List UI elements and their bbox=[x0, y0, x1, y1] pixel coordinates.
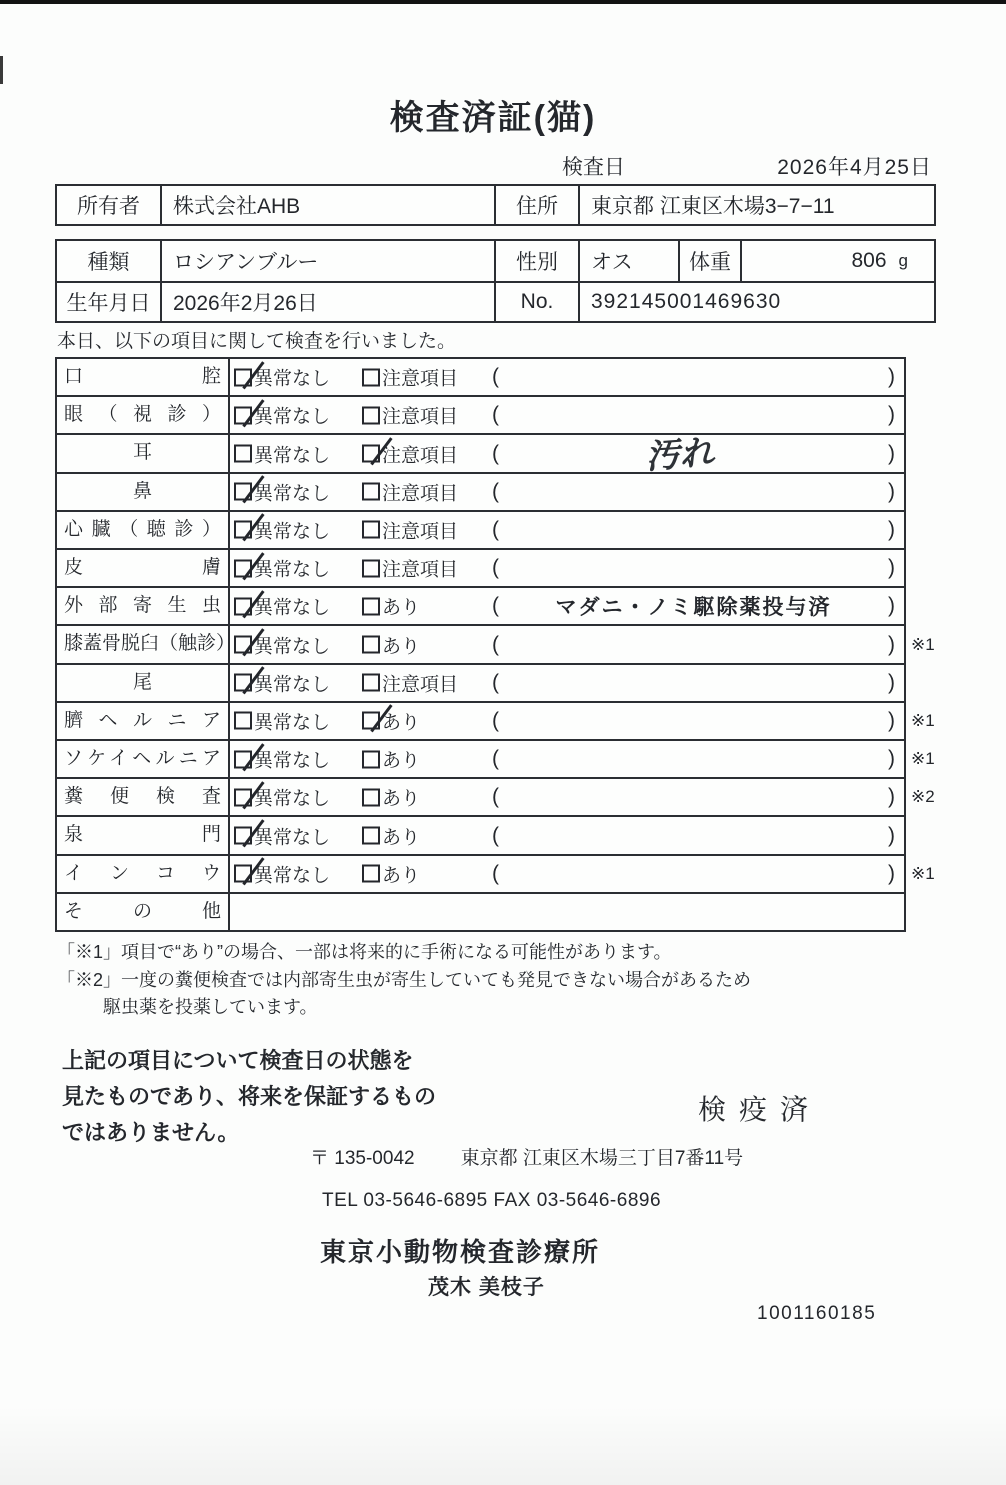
option-no-abnormality bbox=[234, 555, 330, 582]
open-paren: ( bbox=[492, 708, 499, 732]
weight-unit: g bbox=[898, 251, 908, 270]
close-paren: ) bbox=[888, 823, 895, 847]
checked-checkbox-icon bbox=[234, 483, 252, 501]
birth-label: 生年月日 bbox=[57, 281, 160, 321]
option-present bbox=[362, 860, 420, 887]
open-paren: ( bbox=[492, 632, 499, 656]
open-paren: ( bbox=[492, 670, 499, 694]
checked-checkbox-icon bbox=[234, 750, 252, 768]
close-paren: ) bbox=[888, 594, 895, 618]
checklist-row bbox=[57, 665, 904, 703]
footnote-2-continued: 駆虫薬を投薬しています。 bbox=[103, 997, 318, 1017]
footnote-ref: ※1 bbox=[911, 710, 935, 730]
checklist-row-content bbox=[230, 817, 904, 853]
remarks-text: マダニ・ノミ駆除薬投与済 bbox=[555, 596, 832, 620]
remarks-field bbox=[492, 588, 895, 624]
checked-checkbox-icon bbox=[234, 559, 252, 577]
checklist-row-content bbox=[230, 626, 904, 662]
checked-checkbox-icon bbox=[362, 445, 380, 463]
checklist-item-label: 泉門 bbox=[57, 817, 230, 853]
option-label: 異常なし bbox=[254, 788, 331, 810]
remarks-field bbox=[492, 741, 895, 777]
checklist-item-label: 耳 bbox=[57, 435, 230, 471]
checklist-item-label: 口腔 bbox=[57, 359, 230, 395]
remarks-field bbox=[492, 779, 895, 815]
veterinarian-name: 茂木 美枝子 bbox=[428, 1276, 545, 1299]
checklist-row bbox=[57, 741, 935, 779]
close-paren: ) bbox=[888, 403, 895, 427]
open-paren: ( bbox=[492, 823, 499, 847]
option-label: 注意項目 bbox=[382, 483, 459, 505]
checklist-item-label: 膝蓋骨脱臼（触診） bbox=[57, 626, 230, 662]
footnote-ref: ※1 bbox=[911, 863, 935, 883]
remarks-field bbox=[492, 703, 895, 739]
checklist-table bbox=[55, 357, 935, 932]
open-paren: ( bbox=[492, 365, 499, 389]
postal-code: 〒 135-0042 bbox=[310, 1148, 415, 1169]
close-paren: ) bbox=[888, 556, 895, 580]
checked-checkbox-icon bbox=[234, 597, 252, 615]
checklist-item-label: 眼（視診） bbox=[57, 397, 230, 433]
checklist-row bbox=[57, 779, 935, 817]
disclaimer-line: 見たものであり、将来を保証するもの bbox=[62, 1084, 437, 1109]
open-paren: ( bbox=[492, 517, 499, 541]
option-label: 注意項目 bbox=[382, 368, 459, 390]
option-attention-item bbox=[362, 440, 458, 467]
empty-checkbox-icon bbox=[362, 674, 380, 692]
checklist-row-content bbox=[230, 432, 904, 478]
checklist-item-label: 皮膚 bbox=[57, 550, 230, 586]
checklist-row-content bbox=[230, 856, 904, 892]
close-paren: ) bbox=[888, 517, 895, 541]
option-label: 異常なし bbox=[254, 712, 331, 734]
option-label: 異常なし bbox=[254, 827, 331, 849]
close-paren: ) bbox=[888, 861, 895, 885]
checklist-row bbox=[57, 817, 904, 855]
clinic-address: 東京都 江東区木場三丁目7番11号 bbox=[460, 1148, 744, 1169]
scan-edge-artifact bbox=[0, 56, 3, 84]
option-label: あり bbox=[382, 788, 421, 810]
remarks-field bbox=[492, 665, 895, 701]
option-label: 異常なし bbox=[254, 636, 331, 658]
empty-checkbox-icon bbox=[362, 597, 380, 615]
close-paren: ) bbox=[888, 708, 895, 732]
weight-number: 806 bbox=[851, 249, 887, 272]
option-present bbox=[362, 784, 420, 811]
clinic-tel-fax: TEL 03-5646-6895 FAX 03-5646-6896 bbox=[322, 1190, 662, 1211]
checked-checkbox-icon bbox=[234, 636, 252, 654]
checklist-item-label: 外部寄生虫 bbox=[57, 588, 230, 624]
option-attention-item bbox=[362, 669, 458, 696]
open-paren: ( bbox=[492, 747, 499, 771]
checklist-row-content bbox=[230, 741, 904, 777]
checklist-item-label: その他 bbox=[57, 894, 230, 930]
checklist-row bbox=[57, 512, 904, 550]
owner-table bbox=[55, 184, 936, 226]
option-no-abnormality bbox=[234, 860, 330, 887]
remarks-field bbox=[492, 550, 895, 586]
open-paren: ( bbox=[492, 403, 499, 427]
option-attention-item bbox=[362, 364, 458, 391]
clinic-postal-address bbox=[310, 1143, 743, 1170]
weight-value bbox=[740, 241, 934, 281]
id-number-label: No. bbox=[494, 281, 578, 321]
checked-checkbox-icon bbox=[362, 712, 380, 730]
checklist-row bbox=[57, 550, 904, 588]
checked-checkbox-icon bbox=[234, 521, 252, 539]
sex-value: オス bbox=[578, 241, 678, 281]
breed-label: 種類 bbox=[87, 251, 130, 274]
option-label: あり bbox=[382, 827, 421, 849]
footnote-ref: ※1 bbox=[911, 749, 935, 769]
checklist-item-label: 臍ヘルニア bbox=[57, 703, 230, 739]
option-attention-item bbox=[362, 555, 458, 582]
empty-checkbox-icon bbox=[234, 712, 252, 730]
open-paren: ( bbox=[492, 594, 499, 618]
clinic-name: 東京小動物検査診療所 bbox=[320, 1237, 601, 1267]
open-paren: ( bbox=[492, 556, 499, 580]
option-present bbox=[362, 746, 420, 773]
footnote-ref: ※2 bbox=[911, 787, 935, 807]
disclaimer-line: 上記の項目について検査日の状態を bbox=[62, 1048, 414, 1073]
option-label: 異常なし bbox=[254, 597, 331, 619]
empty-checkbox-icon bbox=[362, 559, 380, 577]
option-label: あり bbox=[382, 712, 421, 734]
option-label: あり bbox=[382, 865, 421, 887]
option-present bbox=[362, 593, 420, 620]
checked-checkbox-icon bbox=[234, 865, 252, 883]
close-paren: ) bbox=[888, 365, 895, 389]
option-no-abnormality bbox=[234, 364, 330, 391]
checklist-item-label: 鼻 bbox=[57, 474, 230, 510]
option-label: 注意項目 bbox=[382, 521, 459, 543]
option-no-abnormality bbox=[234, 440, 330, 467]
disclaimer-line: ではありません。 bbox=[62, 1120, 240, 1145]
option-label: 注意項目 bbox=[382, 406, 459, 428]
close-paren: ) bbox=[888, 632, 895, 656]
checklist-row bbox=[57, 894, 904, 930]
address-value: 東京都 江東区木場3−7−11 bbox=[578, 186, 934, 224]
open-paren: ( bbox=[492, 785, 499, 809]
checked-checkbox-icon bbox=[234, 406, 252, 424]
close-paren: ) bbox=[888, 785, 895, 809]
checked-checkbox-icon bbox=[234, 674, 252, 692]
open-paren: ( bbox=[492, 441, 499, 465]
inspection-date-label: 検査日 bbox=[562, 156, 625, 179]
option-no-abnormality bbox=[234, 478, 330, 505]
checked-checkbox-icon bbox=[234, 368, 252, 386]
checklist-row bbox=[57, 359, 904, 397]
option-label: 異常なし bbox=[254, 368, 331, 390]
weight-label: 体重 bbox=[678, 241, 740, 281]
remarks-field bbox=[492, 359, 895, 395]
option-label: あり bbox=[382, 636, 421, 658]
checklist-row bbox=[57, 626, 935, 664]
option-no-abnormality bbox=[234, 402, 330, 429]
checklist-row-content bbox=[230, 703, 904, 739]
remarks-field bbox=[492, 856, 895, 892]
option-label: 注意項目 bbox=[382, 674, 459, 696]
quarantine-cleared-stamp: 検疫済 bbox=[698, 1094, 822, 1125]
empty-checkbox-icon bbox=[362, 521, 380, 539]
serial-number: 1001160185 bbox=[757, 1303, 877, 1324]
option-attention-item bbox=[362, 402, 458, 429]
open-paren: ( bbox=[492, 479, 499, 503]
checklist-row bbox=[57, 703, 935, 741]
empty-checkbox-icon bbox=[362, 368, 380, 386]
checklist-item-label: ソケイヘルニア bbox=[57, 741, 230, 777]
option-label: 異常なし bbox=[254, 559, 331, 581]
scan-edge-artifact bbox=[0, 0, 1006, 4]
option-present bbox=[362, 822, 420, 849]
option-no-abnormality bbox=[234, 822, 330, 849]
footnote-ref: ※1 bbox=[911, 634, 935, 654]
option-label: 異常なし bbox=[254, 521, 331, 543]
id-number-value: 392145001469630 bbox=[578, 281, 934, 321]
breed-value: ロシアンブルー bbox=[160, 241, 494, 281]
option-label: あり bbox=[382, 597, 421, 619]
option-label: 注意項目 bbox=[382, 559, 459, 581]
option-label: 異常なし bbox=[254, 483, 331, 505]
remarks-field bbox=[492, 432, 895, 478]
disclaimer-text bbox=[62, 1043, 436, 1151]
empty-checkbox-icon bbox=[362, 483, 380, 501]
option-present bbox=[362, 707, 420, 734]
empty-checkbox-icon bbox=[362, 827, 380, 845]
checklist-intro: 本日、以下の項目に関して検査を行いました。 bbox=[57, 331, 457, 352]
sex-label: 性別 bbox=[494, 241, 578, 281]
footnote-2: 「※2」一度の糞便検査では内部寄生虫が寄生していても発見できない場合があるため bbox=[57, 970, 752, 990]
empty-checkbox-icon bbox=[362, 750, 380, 768]
option-no-abnormality bbox=[234, 746, 330, 773]
option-label: あり bbox=[382, 750, 421, 772]
checked-checkbox-icon bbox=[234, 788, 252, 806]
checklist-row-content bbox=[230, 512, 904, 548]
birth-value: 2026年2月26日 bbox=[160, 281, 494, 321]
handwritten-note: 汚れ bbox=[644, 432, 715, 478]
inspection-date-value: 2026年4月25日 bbox=[777, 156, 932, 179]
option-label: 異常なし bbox=[254, 750, 331, 772]
empty-checkbox-icon bbox=[234, 445, 252, 463]
empty-checkbox-icon bbox=[362, 406, 380, 424]
checklist-row bbox=[57, 474, 904, 512]
page-title: 検査済証(猫) bbox=[389, 99, 597, 137]
owner-value: 株式会社AHB bbox=[160, 186, 494, 224]
checklist-row-content bbox=[230, 588, 904, 624]
option-no-abnormality bbox=[234, 593, 330, 620]
option-attention-item bbox=[362, 478, 458, 505]
empty-checkbox-icon bbox=[362, 865, 380, 883]
option-label: 異常なし bbox=[254, 674, 331, 696]
checklist-row-content bbox=[230, 779, 904, 815]
checked-checkbox-icon bbox=[234, 827, 252, 845]
checklist-item-label: 心臓（聴診） bbox=[57, 512, 230, 548]
footnote-1: 「※1」項目で“あり”の場合、一部は将来的に手術になる可能性があります。 bbox=[57, 942, 672, 962]
owner-label: 所有者 bbox=[77, 195, 140, 218]
open-paren: ( bbox=[492, 861, 499, 885]
option-no-abnormality bbox=[234, 631, 330, 658]
checklist-row-content bbox=[230, 550, 904, 586]
empty-checkbox-icon bbox=[362, 788, 380, 806]
option-attention-item bbox=[362, 516, 458, 543]
checklist-row bbox=[57, 856, 935, 894]
option-label: 異常なし bbox=[254, 406, 331, 428]
close-paren: ) bbox=[888, 479, 895, 503]
remarks-field bbox=[492, 512, 895, 548]
close-paren: ) bbox=[888, 441, 895, 465]
remarks-field bbox=[492, 626, 895, 662]
close-paren: ) bbox=[888, 747, 895, 771]
checklist-row bbox=[57, 432, 904, 478]
option-no-abnormality bbox=[234, 784, 330, 811]
option-label: 異常なし bbox=[254, 445, 331, 466]
checklist-item-label: インコウ bbox=[57, 856, 230, 892]
empty-checkbox-icon bbox=[362, 636, 380, 654]
checklist-row-content bbox=[230, 894, 904, 930]
remarks-field bbox=[492, 817, 895, 853]
option-present bbox=[362, 631, 420, 658]
close-paren: ) bbox=[888, 670, 895, 694]
option-no-abnormality bbox=[234, 516, 330, 543]
checklist-row-content bbox=[230, 665, 904, 701]
pet-info-table bbox=[55, 239, 936, 323]
checklist-item-label: 糞便検査 bbox=[57, 779, 230, 815]
option-no-abnormality bbox=[234, 707, 330, 734]
option-no-abnormality bbox=[234, 669, 330, 696]
checklist-row bbox=[57, 588, 904, 626]
option-label: 注意項目 bbox=[382, 445, 459, 466]
address-label: 住所 bbox=[494, 186, 578, 224]
checklist-row-content bbox=[230, 359, 904, 395]
option-label: 異常なし bbox=[254, 865, 331, 887]
checklist-item-label: 尾 bbox=[57, 665, 230, 701]
